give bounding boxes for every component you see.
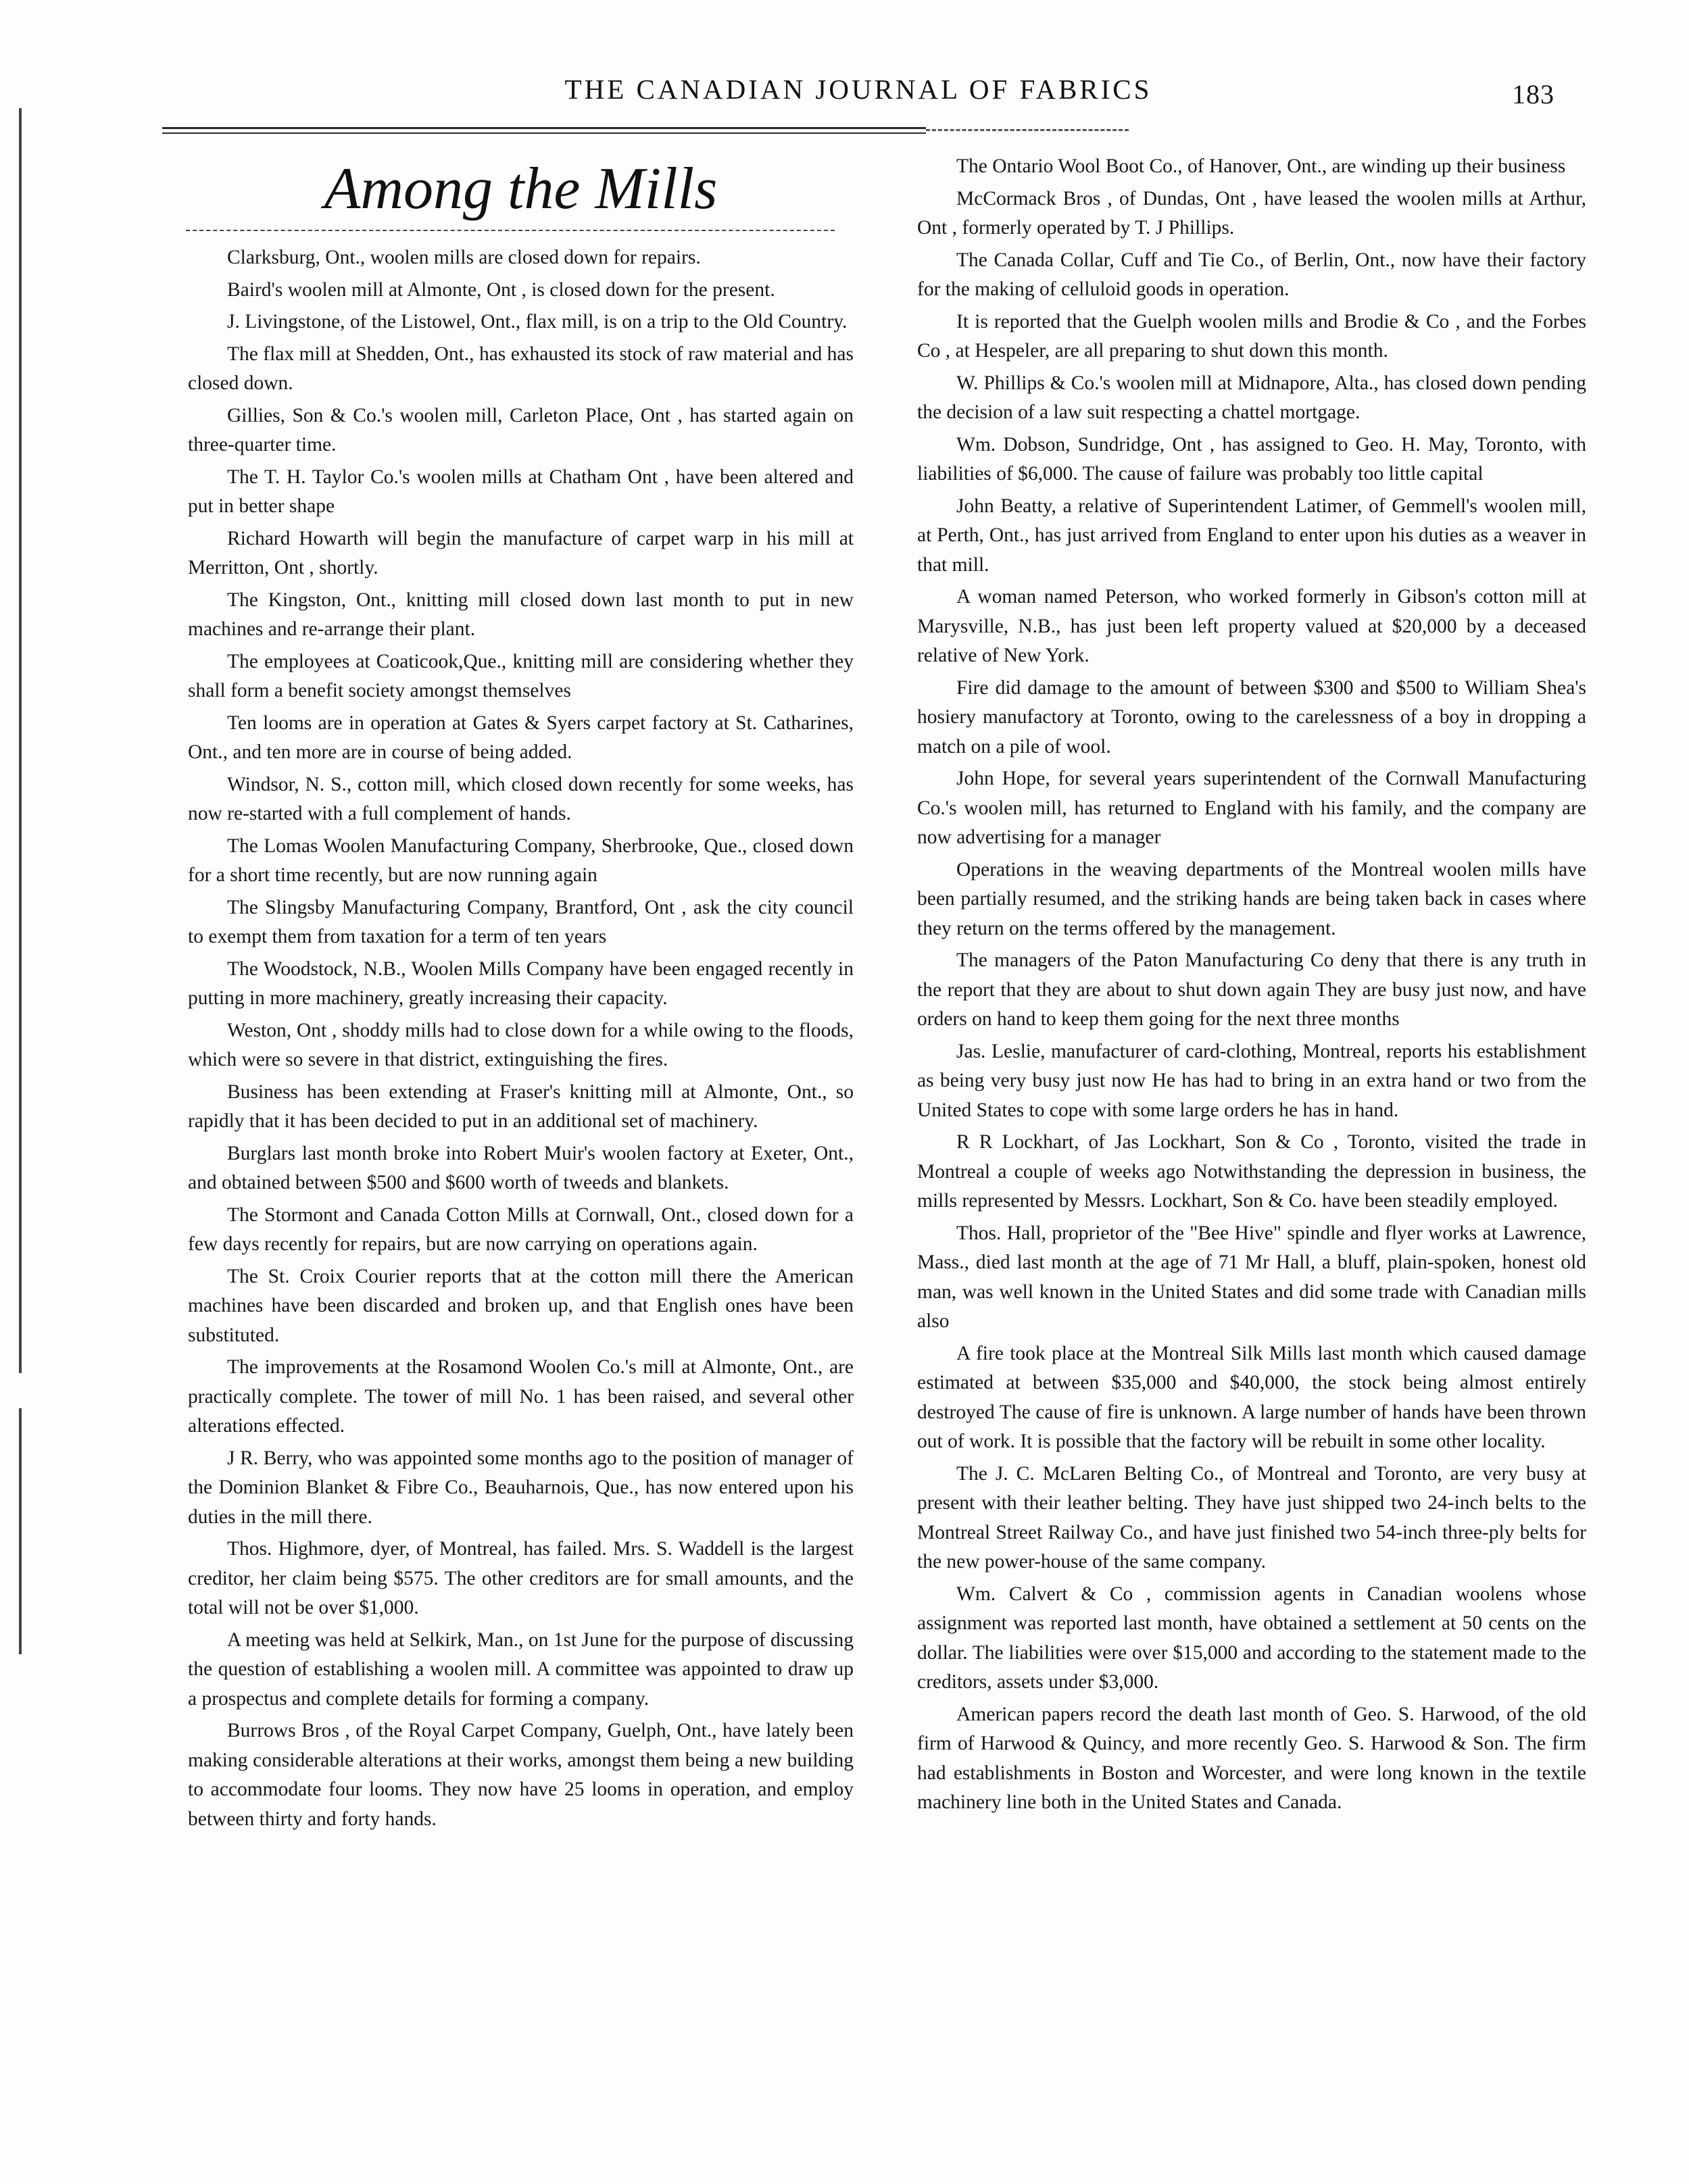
- news-item: Clarksburg, Ont., woolen mills are closed down for repairs.: [227, 247, 701, 268]
- news-item: Fire did damage to the amount of between $300 and $500 to William Shea's hosiery manufactory at Toronto, owing to the carelessness of a boy in dropping a match on a pile of wool.: [917, 676, 1586, 758]
- news-item: J. Livingstone, of the Listowel, Ont., flax mill, is on a trip to the Old Country.: [227, 311, 848, 332]
- news-item: The managers of the Paton Manufacturing Co deny that there is any truth in the report that they are about to shut down again They are busy just now, and have orders on hand to keep them going for the next three months: [917, 949, 1586, 1030]
- news-item: A woman named Peterson, who worked formerly in Gibson's cotton mill at Marysville, N.B., has just been left property valued at $20,000 by a deceased relative of New York.: [917, 586, 1586, 666]
- section-title: Among the Mills: [324, 156, 718, 222]
- news-item: Baird's woolen mill at Almonte, Ont , is closed down for the present.: [227, 278, 775, 301]
- journal-title: THE CANADIAN JOURNAL OF FABRICS: [564, 74, 1152, 105]
- news-item: The J. C. McLaren Belting Co., of Montreal and Toronto, are very busy at present with their leather belting. They have just shipped two 24-inch belts to the Montreal Street Railway Co., and have just finished two 54-inch three-ply belts for the new power-house of the same company.: [917, 1462, 1586, 1572]
- news-item: Ten looms are in operation at Gates & Syers carpet factory at St. Catharines, Ont., and ten more are in course of being added.: [188, 712, 854, 763]
- news-item: Weston, Ont , shoddy mills had to close down for a while owing to the floods, which were so severe in that district, extinguishing the fires.: [188, 1019, 854, 1070]
- news-item: American papers record the death last month of Geo. S. Harwood, of the old firm of Harwood & Quincy, and more recently Geo. S. Harwood & Son. The firm had establishments in Boston and Worcester, and were long known in the textile machinery line both in the United States and Canada.: [917, 1703, 1586, 1813]
- news-item: A fire took place at the Montreal Silk Mills last month which caused damage estimated at between $35,000 and $40,000, the stock being almost entirely destroyed The cause of fire is unknown. A large number of hands have been thrown out of work. It is possible that the factory will be rebuilt in some other locality.: [917, 1342, 1586, 1452]
- news-item: The Ontario Wool Boot Co., of Hanover, Ont., are winding up their business: [956, 155, 1566, 177]
- news-item: Richard Howarth will begin the manufacture of carpet warp in his mill at Merritton, Ont , shortly.: [188, 527, 854, 578]
- news-item: R R Lockhart, of Jas Lockhart, Son & Co , Toronto, visited the trade in Montreal a couple of weeks ago Notwithstanding the depression in business, the mills represented by Messrs. Lockhart, Son & Co. have been steadily employed.: [917, 1131, 1586, 1212]
- news-item: The Canada Collar, Cuff and Tie Co., of Berlin, Ont., now have their factory for the making of celluloid goods in operation.: [917, 249, 1586, 300]
- news-item: The employees at Coaticook,Que., knitting mill are considering whether they shall form a benefit society amongst themselves: [188, 650, 854, 701]
- news-item: It is reported that the Guelph woolen mills and Brodie & Co , and the Forbes Co , at Hespeler, are all preparing to shut down this month.: [917, 310, 1586, 362]
- news-item: Burrows Bros , of the Royal Carpet Company, Guelph, Ont., have lately been making considerable alterations at their works, amongst them being a new building to accommodate four looms. They now have 25 looms in operation, and employ between thirty and forty hands.: [188, 1720, 854, 1830]
- header-rule-dashed: [926, 129, 1129, 131]
- page-header: [162, 73, 1555, 134]
- news-item: The Slingsby Manufacturing Company, Brantford, Ont , ask the city council to exempt them from taxation for a term of ten years: [188, 896, 854, 947]
- news-item: The Lomas Woolen Manufacturing Company, Sherbrooke, Que., closed down for a short time recently, but are now running again: [188, 835, 854, 886]
- news-item: Thos. Highmore, dyer, of Montreal, has failed. Mrs. S. Waddell is the largest creditor, her claim being $575. The other creditors are for small amounts, and the total will not be over $1,000.: [188, 1538, 854, 1618]
- news-item: The improvements at the Rosamond Woolen Co.'s mill at Almonte, Ont., are practically complete. The tower of mill No. 1 has been raised, and several other alterations effected.: [188, 1356, 854, 1437]
- news-item: The Kingston, Ont., knitting mill closed down last month to put in new machines and re-arrange their plant.: [188, 589, 854, 640]
- news-item: Thos. Hall, proprietor of the "Bee Hive" spindle and flyer works at Lawrence, Mass., died last month at the age of 71 Mr Hall, a bluff, plain-spoken, honest old man, was well known in the United States and did some trade with Canadian mills also: [917, 1222, 1586, 1332]
- section-title-rule: [186, 230, 835, 231]
- right-column: [917, 152, 1586, 1820]
- news-item: McCormack Bros , of Dundas, Ont , have leased the woolen mills at Arthur, Ont , formerly operated by T. J Phillips.: [917, 187, 1586, 239]
- news-item: W. Phillips & Co.'s woolen mill at Midnapore, Alta., has closed down pending the decision of a law suit respecting a chattel mortgage.: [917, 372, 1586, 423]
- news-item: The St. Croix Courier reports that at the cotton mill there the American machines have been discarded and broken up, and that English ones have been substituted.: [188, 1265, 854, 1346]
- news-item: The Woodstock, N.B., Woolen Mills Company have been engaged recently in putting in more machinery, greatly increasing their capacity.: [188, 958, 854, 1009]
- news-item: A meeting was held at Selkirk, Man., on 1st June for the purpose of discussing the question of establishing a woolen mill. A committee was appointed to draw up a prospectus and complete details for forming a company.: [188, 1629, 854, 1710]
- news-item: Wm. Dobson, Sundridge, Ont , has assigned to Geo. H. May, Toronto, with liabilities of $6,000. The cause of failure was probably too little capital: [917, 433, 1586, 485]
- news-item: John Beatty, a relative of Superintendent Latimer, of Gemmell's woolen mill, at Perth, Ont., has just arrived from England to enter upon his duties as a weaver in that mill.: [917, 495, 1586, 576]
- news-item: The T. H. Taylor Co.'s woolen mills at Chatham Ont , have been altered and put in better shape: [188, 466, 854, 517]
- news-item: Operations in the weaving departments of the Montreal woolen mills have been partially resumed, and the striking hands are being taken back in cases where they return on the terms offered by the management.: [917, 858, 1586, 939]
- page-number: 183: [1512, 79, 1555, 109]
- news-item: The Stormont and Canada Cotton Mills at Cornwall, Ont., closed down for a few days recently for repairs, but are now carrying on operations again.: [188, 1203, 854, 1255]
- news-item: Windsor, N. S., cotton mill, which closed down recently for some weeks, has now re-started with a full complement of hands.: [188, 773, 854, 824]
- header-rule: [162, 127, 926, 129]
- header-rule-thin: [162, 132, 926, 134]
- news-item: Burglars last month broke into Robert Muir's woolen factory at Exeter, Ont., and obtained between $500 and $600 worth of tweeds and blankets.: [188, 1142, 854, 1193]
- news-item: Wm. Calvert & Co , commission agents in Canadian woolens whose assignment was reported last month, have obtained a settlement at 50 cents on the dollar. The liabilities were over $15,000 and according to the statement made to the creditors, assets under $3,000.: [917, 1583, 1586, 1693]
- news-item: Gillies, Son & Co.'s woolen mill, Carleton Place, Ont , has started again on three-quarter time.: [188, 404, 854, 455]
- news-item: The flax mill at Shedden, Ont., has exhausted its stock of raw material and has closed down.: [188, 343, 854, 394]
- news-item: Business has been extending at Fraser's knitting mill at Almonte, Ont., so rapidly that it has been decided to put in an additional set of machinery.: [188, 1081, 854, 1132]
- left-column: [188, 243, 854, 1837]
- news-item: John Hope, for several years superintendent of the Cornwall Manufacturing Co.'s woolen mill, has returned to England with his family, and the company are now advertising for a manager: [917, 768, 1586, 848]
- news-item: J R. Berry, who was appointed some months ago to the position of manager of the Dominion Blanket & Fibre Co., Beauharnois, Que., has now entered upon his duties in the mill there.: [188, 1447, 854, 1528]
- scan-edge-mark: [19, 108, 22, 1865]
- news-item: Jas. Leslie, manufacturer of card-clothing, Montreal, reports his establishment as being very busy just now He has had to bring in an extra hand or two from the United States to cope with some large orders he has in hand.: [917, 1040, 1586, 1121]
